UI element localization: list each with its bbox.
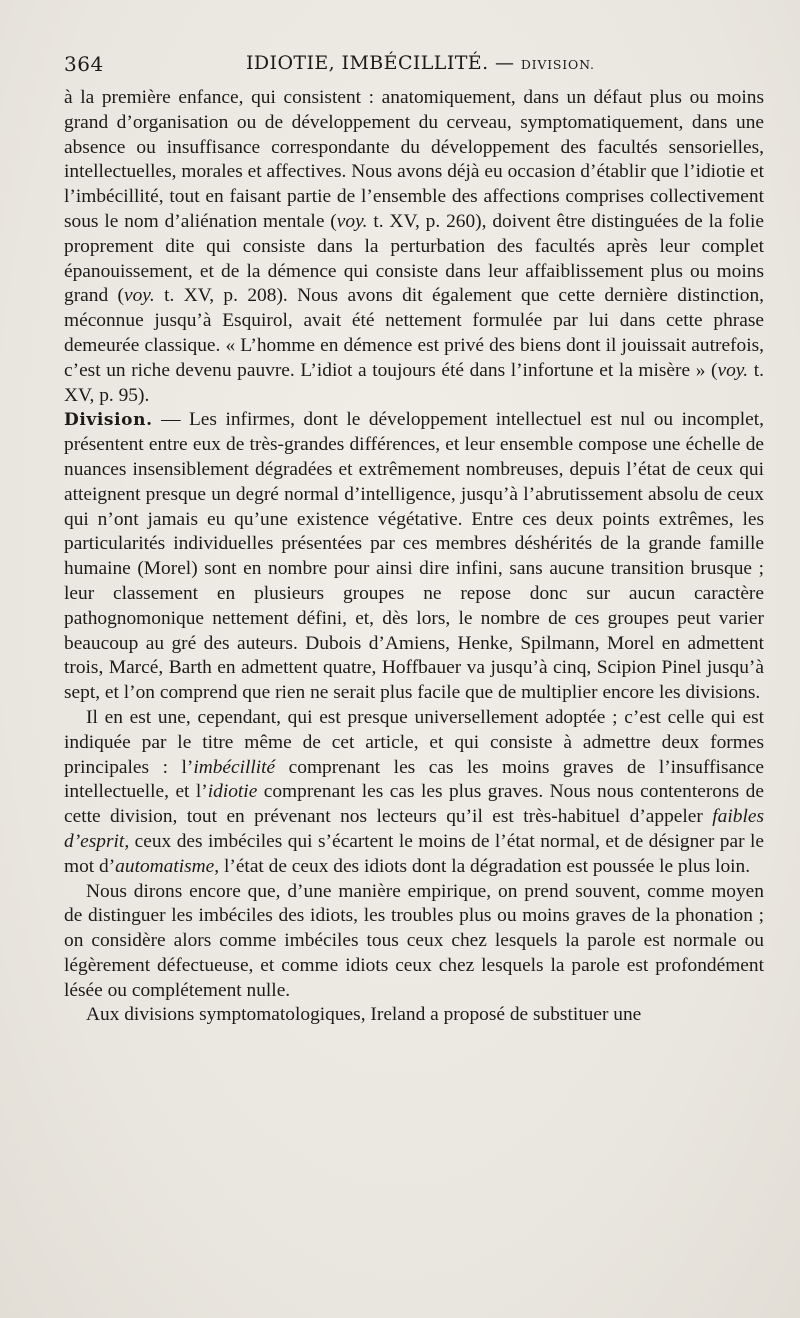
page-header — [64, 48, 764, 82]
paragraph-1 — [64, 86, 764, 408]
text-run: Il en est une, cependant, qui est presque universellement adoptée ; c’est celle qui est indiquée par le titre même de cet article, et qui consiste à admettre deux formes principales : l’ — [64, 706, 764, 778]
italic-run: voy. — [124, 285, 155, 307]
body-text — [64, 86, 764, 1028]
italic-run: automatisme — [115, 855, 215, 877]
italic-run: faibles d’esprit — [64, 806, 764, 852]
paragraph-5 — [64, 1003, 764, 1028]
text-run: t. XV, p. 95). — [64, 359, 764, 406]
text-run: Aux divisions symptomatologiques, Ireland a proposé de substituer une — [86, 1004, 642, 1026]
text-run: , l’état de ceux des idiots dont la dégradation est poussée le plus loin. — [214, 855, 751, 877]
text-run: comprenant les cas les moins graves de l’insuffisance intellectuelle, et l’ — [64, 756, 765, 803]
paragraph-division — [64, 408, 764, 706]
paragraph-4 — [64, 880, 764, 1004]
text-run: t. XV, p. 260), doivent être distinguées de la folie proprement dite qui consiste dans la perturbation des facultés après leur complet épanouissement, et de la démence qui consiste dans leur affaiblissement plus ou moins grand ( — [64, 210, 765, 307]
running-title-main: IDIOTIE, IMBÉCILLITÉ. — — [246, 52, 515, 74]
italic-run: voy. — [336, 210, 368, 232]
section-heading-division: Division. — [64, 410, 153, 431]
running-title — [246, 52, 595, 74]
text-run: t. XV, p. 208). Nous avons dit également que cette dernière distinction, méconnue jusqu’à Esquirol, avait été nettement formulée par lui dans cette phrase demeurée classique. « L’homme en démence est privé des biens dont il jouissait autrefois, c’est un riche devenu pauvre. L’idiot a toujours été dans l’infortune et la misère » ( — [64, 285, 764, 381]
running-title-section: DIVISION. — [520, 57, 595, 72]
text-run: comprenant les cas les plus graves. Nous nous contenterons de cette division, tout en prévenant nos lecteurs qu’il est très-habituel d’appeler — [64, 781, 764, 828]
italic-run: voy. — [717, 359, 749, 381]
text-run: , ceux des imbéciles qui s’écartent le moins de l’état normal, et de désigner par le mot d’ — [64, 830, 764, 877]
text-run: — Les infirmes, dont le développement intellectuel est nul ou incomplet, présentent entre eux de très-grandes différences, et leur ensemble compose une échelle de nuances insensiblement dégradées et extrêmement nombreuses, depuis l’état de ceux qui atteignent presque un degré normal d’intelligence, jusqu’à l’abrutissement absolu de ceux qui n’ont jamais eu qu’une existence végétative. Entre ces deux points extrêmes, les particularités individuelles présentées par ces membres déshérités de la grande famille humaine (Morel) sont en nombre pour ainsi dire infini, sans aucune transition brusque ; leur classement en plusieurs groupes ne repose donc sur aucun caractère pathognomonique nettement défini, et, dès lors, le nombre de ces groupes peut varier beaucoup au gré des auteurs. Dubois d’Amiens, Henke, Spilmann, Morel en admettent trois, Marcé, Barth en admettent quatre, Hoffbauer va jusqu’à cinq, Scipion Pinel jusqu’à sept, et l’on comprend que rien ne serait plus facile que de multiplier encore les divisions. — [64, 409, 764, 704]
text-run: à la première enfance, qui consistent : anatomiquement, dans un défaut plus ou moins grand d’organisation ou de développement du cerveau, symptomatiquement, dans une absence ou insuffisance correspondante du développement des facultés sensorielles, intellectuelles, morales et affectives. Nous avons déjà eu occasion d’établir que l’idiotie et l’imbécillité, tout en faisant partie de l’ensemble des affections comprises collectivement sous le nom d’aliénation mentale ( — [64, 87, 764, 232]
italic-run: imbécillité — [193, 756, 276, 778]
italic-run: idiotie — [207, 781, 258, 803]
paragraph-3 — [64, 706, 764, 880]
text-run: Nous dirons encore que, d’une manière empirique, on prend souvent, comme moyen de distinguer les imbéciles des idiots, les troubles plus ou moins graves de la phonation ; on considère alors comme imbéciles tous ceux chez lesquels la parole est normale ou légèrement défectueuse, et comme idiots ceux chez lesquels la parole est profondément lésée ou complétement nulle. — [64, 880, 764, 1001]
page-number: 364 — [64, 52, 104, 76]
